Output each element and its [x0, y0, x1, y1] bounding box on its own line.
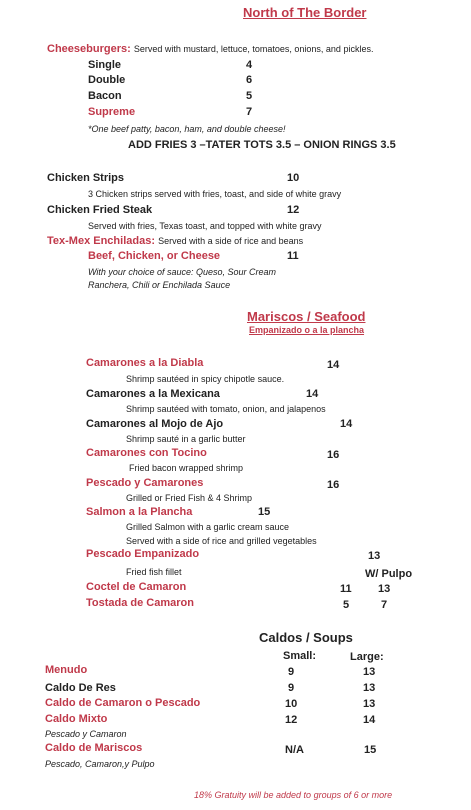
enchiladas-desc: Served with a side of rice and beans [158, 236, 304, 246]
item-tostada-camaron-price-large: 7 [381, 599, 388, 611]
soup-menudo: Menudo [45, 664, 88, 676]
soup-caldo-mariscos-small: N/A [285, 744, 304, 756]
item-camarones-tocino-price: 16 [327, 449, 340, 461]
item-pescado-empanizado-price: 13 [368, 550, 381, 562]
item-camarones-diabla-desc: Shrimp sautéed in spicy chipotle sauce. [126, 374, 285, 384]
soup-caldo-camaron-pescado-large: 13 [363, 698, 376, 710]
soup-caldo-mariscos-large: 15 [364, 744, 377, 756]
item-coctel-camaron-price-large: 13 [378, 583, 391, 595]
enchiladas-sauce-1: With your choice of sauce: Queso, Sour Cream [88, 267, 277, 277]
chicken-fried-steak-price: 12 [287, 204, 300, 216]
cheeseburgers-line [47, 43, 373, 55]
enchiladas-label: Tex-Mex Enchiladas: [47, 235, 155, 247]
enchiladas-sauce-2: Ranchera, Chili or Enchilada Sauce [88, 280, 231, 290]
item-camarones-mexicana-price: 14 [306, 388, 319, 400]
burger-double-price: 6 [246, 74, 253, 86]
cheeseburgers-label: Cheeseburgers: [47, 43, 131, 55]
burger-supreme-price: 7 [246, 106, 253, 118]
soup-caldo-res-large: 13 [363, 682, 376, 694]
soup-caldo-mixto-note: Pescado y Camaron [45, 729, 127, 739]
chicken-fried-steak: Chicken Fried Steak [47, 204, 153, 216]
item-camarones-mojo: Camarones al Mojo de Ajo [86, 418, 224, 430]
item-camarones-mojo-desc: Shrimp sauté in a garlic butter [126, 434, 246, 444]
soup-caldo-mariscos: Caldo de Mariscos [45, 742, 143, 754]
chicken-strips: Chicken Strips [47, 172, 125, 184]
soup-caldo-mixto-small: 12 [285, 714, 298, 726]
item-salmon-plancha-price: 15 [258, 506, 271, 518]
gratuity-note: 18% Gratuity will be added to groups of 6 or more [194, 790, 393, 800]
item-coctel-camaron-price-small: 11 [340, 583, 352, 595]
supreme-note: *One beef patty, bacon, ham, and double cheese! [88, 124, 286, 134]
chicken-strips-desc: 3 Chicken strips served with fries, toast, and side of white gravy [88, 189, 342, 199]
enchiladas-price: 11 [287, 250, 299, 262]
enchiladas-choice: Beef, Chicken, or Cheese [88, 250, 221, 262]
soup-caldo-camaron-pescado-small: 10 [285, 698, 298, 710]
burger-single: Single [88, 59, 122, 71]
section-title-north: North of The Border [243, 5, 367, 20]
item-camarones-mojo-price: 14 [340, 418, 353, 430]
item-salmon-plancha-desc-2: Served with a side of rice and grilled vegetables [126, 536, 317, 546]
soup-caldo-mariscos-note: Pescado, Camaron,y Pulpo [45, 759, 155, 769]
burger-supreme: Supreme [88, 106, 136, 118]
item-pulpo-option: W/ Pulpo [365, 568, 413, 580]
item-tostada-camaron: Tostada de Camaron [86, 597, 194, 609]
item-pescado-camarones-desc: Grilled or Fried Fish & 4 Shrimp [126, 493, 253, 503]
soup-caldo-mixto: Caldo Mixto [45, 713, 108, 725]
item-camarones-mexicana: Camarones a la Mexicana [86, 388, 220, 400]
section-title-mariscos: Mariscos / Seafood [247, 309, 366, 324]
chicken-fried-steak-desc: Served with fries, Texas toast, and topped with white gravy [88, 221, 322, 231]
section-title-soups: Caldos / Soups [259, 630, 353, 645]
soup-caldo-res-small: 9 [288, 682, 295, 694]
item-camarones-mexicana-desc: Shrimp sautéed with tomato, onion, and jalapenos [126, 404, 326, 414]
item-coctel-camaron: Coctel de Camaron [86, 581, 187, 593]
cheeseburgers-desc: Served with mustard, lettuce, tomatoes, onions, and pickles. [133, 44, 374, 54]
item-tostada-camaron-price-small: 5 [343, 599, 350, 611]
burger-bacon: Bacon [88, 90, 122, 102]
add-ons-line: ADD FRIES 3 –TATER TOTS 3.5 – ONION RINGS 3.5 [128, 139, 396, 151]
soup-menudo-large: 13 [363, 666, 376, 678]
item-camarones-tocino: Camarones con Tocino [86, 447, 207, 459]
item-pescado-empanizado: Pescado Empanizado [86, 548, 200, 560]
soup-caldo-mixto-large: 14 [363, 714, 376, 726]
item-camarones-tocino-desc: Fried bacon wrapped shrimp [129, 463, 244, 473]
item-salmon-plancha-desc: Grilled Salmon with a garlic cream sauce [126, 522, 290, 532]
item-pescado-empanizado-desc: Fried fish fillet [126, 567, 182, 577]
enchiladas-line [47, 235, 303, 247]
mariscos-subtitle: Empanizado o a la plancha [249, 325, 365, 335]
soup-menudo-small: 9 [288, 666, 295, 678]
soups-large-header: Large: [350, 651, 384, 663]
chicken-strips-price: 10 [287, 172, 300, 184]
item-pescado-camarones: Pescado y Camarones [86, 477, 204, 489]
burger-double: Double [88, 74, 126, 86]
item-pescado-camarones-price: 16 [327, 479, 340, 491]
item-camarones-diabla: Camarones a la Diabla [86, 357, 204, 369]
soup-caldo-res: Caldo De Res [45, 682, 116, 694]
burger-single-price: 4 [246, 59, 253, 71]
soup-caldo-camaron-pescado: Caldo de Camaron o Pescado [45, 697, 201, 709]
soups-small-header: Small: [283, 650, 317, 662]
burger-bacon-price: 5 [246, 90, 253, 102]
item-camarones-diabla-price: 14 [327, 359, 340, 371]
item-salmon-plancha: Salmon a la Plancha [86, 506, 193, 518]
